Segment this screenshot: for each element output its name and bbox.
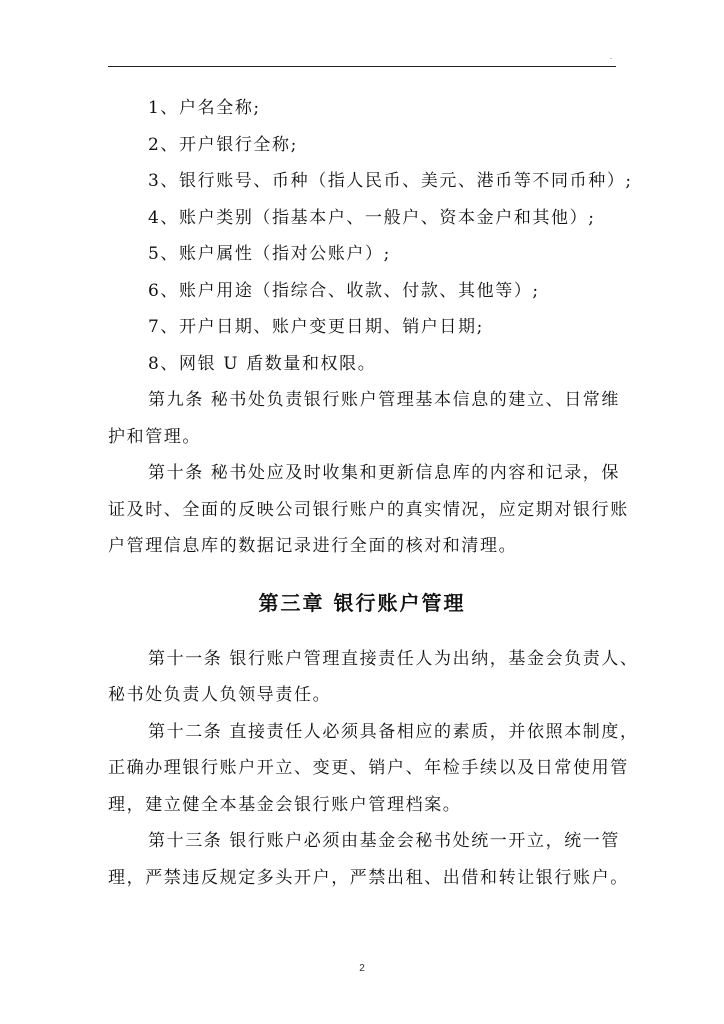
article-9	[108, 382, 621, 455]
article-10-line: 户管理信息库的数据记录进行全面的核对和清理。	[108, 536, 518, 556]
article-10-line: 第十条 秘书处应及时收集和更新信息库的内容和记录，保	[148, 463, 621, 483]
article-13	[108, 823, 629, 896]
article-13-line: 理，严禁违反规定多头开户，严禁出租、出借和转让银行账户。	[108, 867, 629, 888]
list-item: 1、户名全称;	[148, 98, 261, 118]
article-9-line: 第九条 秘书处负责银行账户管理基本信息的建立、日常维	[148, 390, 621, 410]
list-item: 3、银行账号、币种（指人民币、美元、港币等不同币种）;	[148, 171, 633, 191]
list-item: 7、开户日期、账户变更日期、销户日期;	[148, 317, 484, 337]
chapter-title: 第三章 银行账户管理	[258, 590, 466, 615]
list-item: 2、开户银行全称;	[148, 134, 298, 155]
list-item: 8、网银 U 盾数量和权限。	[148, 353, 377, 374]
list-item: 6、账户用途（指综合、收款、付款、其他等）;	[148, 280, 540, 301]
header-mark: .	[610, 52, 613, 61]
article-12-line: 正确办理银行账户开立、变更、销户、年检手续以及日常使用管	[108, 758, 629, 778]
article-11-line: 第十一条 银行账户管理直接责任人为出纳，基金会负责人、	[148, 648, 639, 669]
body-text	[108, 90, 639, 896]
article-12-line: 第十二条 直接责任人必须具备相应的素质，并依照本制度，	[148, 721, 639, 742]
article-11-line: 秘书处负责人负领导责任。	[108, 685, 332, 705]
article-12	[108, 714, 639, 824]
list-item: 5、账户属性（指对公账户）;	[148, 244, 391, 264]
list-item: 4、账户类别（指基本户、一般户、资本金户和其他）;	[148, 207, 596, 228]
article-9-line: 护和管理。	[108, 426, 201, 447]
article-10	[108, 455, 629, 565]
article-12-line: 理，建立健全本基金会银行账户管理档案。	[108, 794, 462, 815]
article-10-line: 证及时、全面的反映公司银行账户的真实情况，应定期对银行账	[108, 499, 629, 520]
article-11	[108, 641, 639, 714]
article-13-line: 第十三条 银行账户必须由基金会秘书处统一开立，统一管	[148, 831, 621, 851]
header-rule	[108, 66, 616, 67]
page-number: 2	[359, 963, 365, 974]
